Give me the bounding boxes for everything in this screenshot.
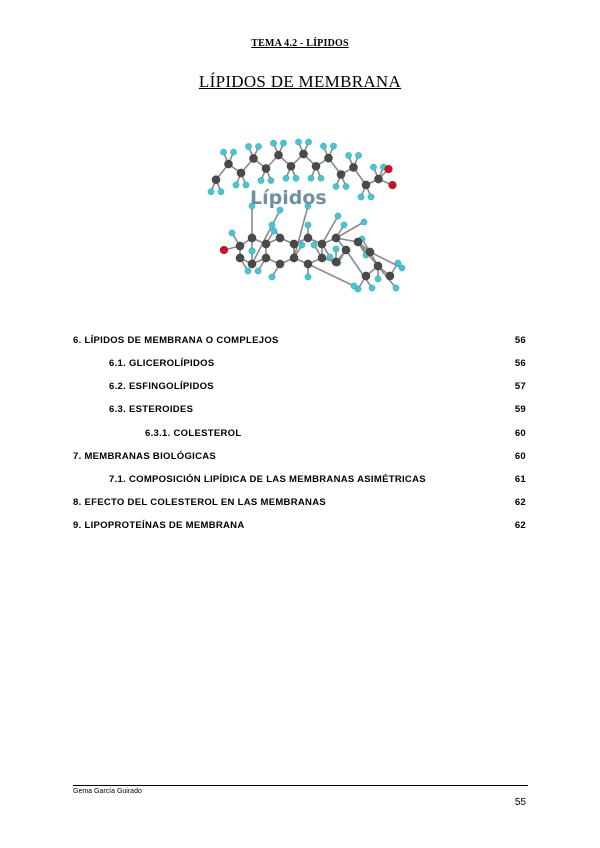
hydrogen-atom [305, 274, 311, 280]
hydrogen-atom [369, 285, 375, 291]
hydrogen-atom [333, 183, 339, 189]
hydrogen-atom [233, 182, 239, 188]
hydrogen-atom [345, 152, 351, 158]
hydrogen-atom [293, 175, 299, 181]
hydrogen-atom [355, 152, 361, 158]
hydrogen-atom [343, 183, 349, 189]
carbon-atom [262, 164, 270, 172]
toc-entry-label: 6.2. ESFINGOLÍPIDOS [109, 381, 214, 392]
bond [294, 206, 308, 258]
toc-entry[interactable] [0, 474, 600, 488]
toc-entry-page: 57 [514, 381, 526, 392]
hydrogen-atom [318, 175, 324, 181]
carbon-atom [276, 234, 284, 242]
hydrogen-atom [333, 246, 339, 252]
carbon-atom [337, 170, 345, 178]
carbon-atom [342, 246, 350, 254]
toc-entry-label: 7. MEMBRANAS BIOLÓGICAS [73, 451, 217, 462]
hydrogen-atom [229, 230, 235, 236]
carbon-atom [304, 234, 312, 242]
carbon-atom [354, 238, 362, 246]
carbon-atom [262, 254, 270, 262]
carbon-atom [332, 258, 340, 266]
carbon-atom [249, 154, 257, 162]
hydrogen-atom [243, 182, 249, 188]
oxygen-atom [385, 165, 393, 173]
hydrogen-atom [245, 143, 251, 149]
toc-entry-page: 59 [514, 404, 526, 415]
carbon-atom [262, 240, 270, 248]
carbon-atom [318, 240, 326, 248]
hydrogen-atom [399, 265, 405, 271]
oxygen-atom [220, 246, 228, 254]
figure-label: Lípidos [250, 187, 327, 209]
molecule-illustration [188, 118, 418, 300]
carbon-atom [276, 260, 284, 268]
hydrogen-atom [341, 222, 347, 228]
toc-entry-label: 6.1. GLICEROLÍPIDOS [109, 358, 215, 369]
page-title: LÍPIDOS DE MEMBRANA [198, 72, 402, 91]
toc-entry[interactable] [0, 497, 600, 511]
hydrogen-atom [295, 139, 301, 145]
toc-entry-page: 56 [514, 335, 526, 346]
bond [308, 264, 354, 286]
hydrogen-atom [269, 274, 275, 280]
hydrogen-atom [358, 194, 364, 200]
carbon-atom [287, 162, 295, 170]
hydrogen-atom [375, 276, 381, 282]
carbon-atom [224, 160, 232, 168]
hydrogen-atom [280, 140, 286, 146]
toc-entry-page: 60 [514, 451, 526, 462]
hydrogen-atom [327, 254, 333, 260]
carbon-atom [374, 262, 382, 270]
hydrogen-atom [268, 177, 274, 183]
carbon-atom [237, 169, 245, 177]
oxygen-atom [389, 181, 397, 189]
carbon-atom [366, 248, 374, 256]
toc-entry-page: 56 [514, 358, 526, 369]
carbon-atom [318, 254, 326, 262]
toc-entry[interactable] [0, 335, 600, 349]
hydrogen-atom [255, 268, 261, 274]
carbon-atom [290, 254, 298, 262]
carbon-atom [248, 260, 256, 268]
toc-entry[interactable] [0, 404, 600, 418]
carbon-atom [274, 151, 282, 159]
hydrogen-atom [299, 242, 305, 248]
hydrogen-atom [283, 175, 289, 181]
carbon-atom [236, 242, 244, 250]
carbon-atom [248, 234, 256, 242]
carbon-atom [362, 181, 370, 189]
hydrogen-atom [308, 175, 314, 181]
hydrogen-atom [255, 143, 261, 149]
toc-entry-page: 61 [514, 474, 526, 485]
hydrogen-atom [249, 248, 255, 254]
hydrogen-atom [368, 194, 374, 200]
header-title: TEMA 4.2 - LÍPIDOS [251, 38, 349, 49]
hydrogen-atom [258, 177, 264, 183]
hydrogen-atom [230, 149, 236, 155]
carbon-atom [290, 240, 298, 248]
carbon-atom [304, 260, 312, 268]
carbon-atom [386, 272, 394, 280]
toc-entry[interactable] [0, 358, 600, 372]
carbon-atom [236, 254, 244, 262]
carbon-atom [349, 163, 357, 171]
toc-entry[interactable] [0, 381, 600, 395]
carbon-atom [324, 154, 332, 162]
hydrogen-atom [311, 242, 317, 248]
hydrogen-atom [370, 164, 376, 170]
carbon-atom [362, 272, 370, 280]
toc-entry-label: 7.1. COMPOSICIÓN LIPÍDICA DE LAS MEMBRANAS ASIMÉTRICAS [109, 474, 426, 485]
hydrogen-atom [351, 283, 357, 289]
hydrogen-atom [220, 149, 226, 155]
toc-entry-page: 60 [514, 428, 526, 439]
toc-entry-label: 9. LIPOPROTEÍNAS DE MEMBRANA [73, 520, 245, 531]
toc-entry[interactable] [0, 451, 600, 465]
hydrogen-atom [269, 222, 275, 228]
hydrogen-atom [330, 143, 336, 149]
toc-entry-page: 62 [514, 520, 526, 531]
hydrogen-atom [218, 189, 224, 195]
hydrogen-atom [270, 140, 276, 146]
toc-entry-page: 62 [514, 497, 526, 508]
carbon-atom [212, 176, 220, 184]
hydrogen-atom [335, 213, 341, 219]
carbon-atom [374, 175, 382, 183]
toc-entry[interactable] [0, 520, 600, 534]
hydrogen-atom [271, 228, 277, 234]
hydrogen-atom [245, 268, 251, 274]
footer-author: Gema García Guirado [73, 788, 142, 795]
toc-entry[interactable] [0, 428, 600, 442]
toc-entry-label: 6. LÍPIDOS DE MEMBRANA O COMPLEJOS [73, 335, 279, 346]
toc-entry-label: 8. EFECTO DEL COLESTEROL EN LAS MEMBRANAS [73, 497, 326, 508]
carbon-atom [299, 150, 307, 158]
hydrogen-atom [208, 189, 214, 195]
hydrogen-atom [305, 222, 311, 228]
footer-divider [73, 785, 528, 786]
carbon-atom [332, 234, 340, 242]
carbon-atom [312, 162, 320, 170]
hydrogen-atom [305, 139, 311, 145]
hydrogen-atom [393, 285, 399, 291]
toc-entry-label: 6.3. ESTEROIDES [109, 404, 194, 415]
hydrogen-atom [361, 219, 367, 225]
page-number: 55 [514, 797, 526, 808]
hydrogen-atom [320, 143, 326, 149]
toc-entry-label: 6.3.1. COLESTEROL [145, 428, 242, 439]
molecule-figure [188, 118, 418, 300]
